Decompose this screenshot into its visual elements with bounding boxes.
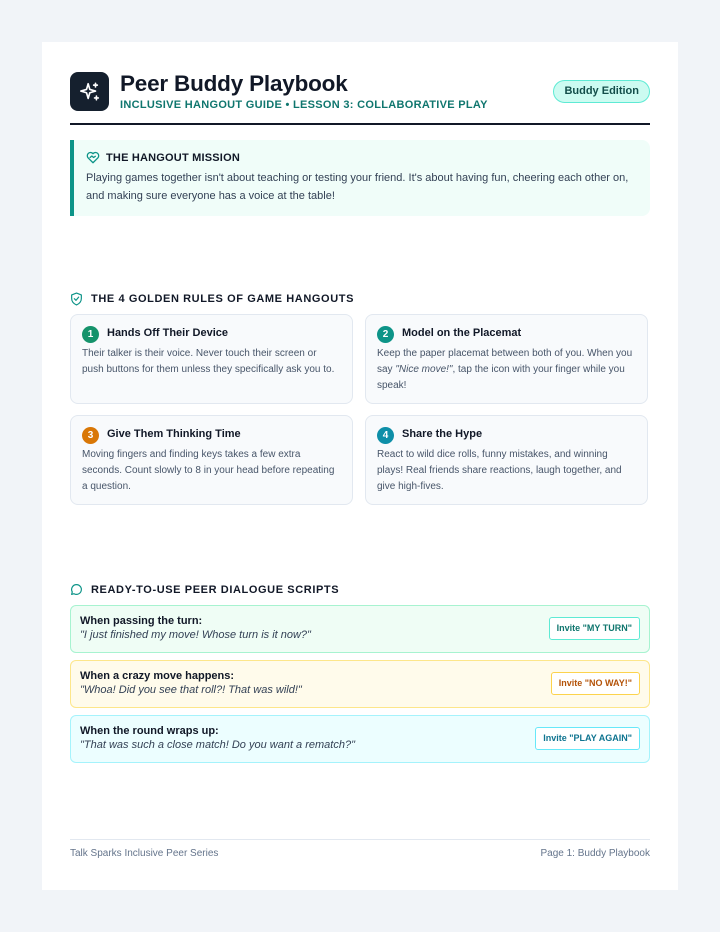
rule-card-1 — [70, 314, 353, 404]
footer-divider — [70, 839, 650, 840]
rule-body: Moving fingers and finding keys takes a few extra seconds. Count slowly to 8 in your head before repeating a question. — [82, 449, 335, 492]
script-quote: "Whoa! Did you see that roll?! That was wild!" — [80, 684, 302, 696]
script-label: When the round wraps up: — [80, 725, 219, 737]
rule-title: Give Them Thinking Time — [107, 428, 241, 440]
rule-body: Their talker is their voice. Never touch their screen or push buttons for them unless they specifically ask you to. — [82, 348, 335, 375]
script-label: When a crazy move happens: — [80, 670, 235, 682]
playbook-page — [42, 42, 678, 890]
script-label: When passing the turn: — [80, 615, 203, 627]
script-quote: "I just finished my move! Whose turn is it now?" — [80, 629, 311, 641]
speech-bubble-icon — [70, 583, 83, 596]
page-title: Peer Buddy Playbook — [120, 71, 348, 96]
shield-check-icon — [70, 292, 83, 306]
rule-number: 3 — [82, 427, 99, 444]
mission-heading-text: THE HANGOUT MISSION — [106, 151, 240, 164]
rule-title: Model on the Placemat — [402, 327, 522, 339]
rules-heading — [70, 292, 354, 306]
footer-series: Talk Sparks Inclusive Peer Series — [70, 848, 219, 859]
rules-heading-text: THE 4 GOLDEN RULES OF GAME HANGOUTS — [91, 293, 355, 305]
rule-body-end: , tap the icon with your finger while you speak! — [377, 364, 625, 391]
mission-callout — [70, 140, 650, 216]
rule-card-4 — [365, 415, 648, 505]
rule-title: Share the Hype — [402, 428, 483, 440]
page-subtitle: INCLUSIVE HANGOUT GUIDE • LESSON 3: COLLABORATIVE PLAY — [120, 99, 488, 111]
sparkles-icon — [70, 72, 109, 111]
header-divider — [70, 123, 650, 125]
heart-handshake-icon — [86, 151, 100, 164]
rule-number: 4 — [377, 427, 394, 444]
rule-body-emphasis: "Nice move!" — [395, 364, 453, 375]
rule-body — [377, 346, 635, 394]
footer-page-label: Page 1: Buddy Playbook — [540, 848, 650, 859]
rule-title: Hands Off Their Device — [107, 327, 229, 339]
mission-body: Playing games together isn't about teaching or testing your friend. It's about having fun, cheering each other on, and making sure everyone has a voice at the table! — [86, 172, 629, 202]
script-card-1 — [70, 605, 650, 653]
edition-badge: Buddy Edition — [553, 80, 650, 103]
scripts-heading — [70, 583, 339, 596]
rule-card-2 — [365, 314, 648, 404]
rule-body: React to wild dice rolls, funny mistakes, and winning plays! Real friends share reactions, laugh together, and give high-fives. — [377, 449, 622, 492]
invite-no-way-button[interactable]: Invite "NO WAY!" — [551, 672, 640, 695]
rule-body-start: Keep the paper placemat between both of you. When you say — [377, 348, 633, 375]
invite-my-turn-button[interactable]: Invite "MY TURN" — [549, 617, 640, 640]
script-quote: "That was such a close match! Do you want a rematch?" — [80, 739, 355, 751]
mission-heading — [86, 151, 240, 164]
script-card-2 — [70, 660, 650, 708]
rule-number: 1 — [82, 326, 99, 343]
invite-play-again-button[interactable]: Invite "PLAY AGAIN" — [535, 727, 640, 750]
script-card-3 — [70, 715, 650, 763]
rule-card-3 — [70, 415, 353, 505]
scripts-heading-text: READY-TO-USE PEER DIALOGUE SCRIPTS — [91, 583, 340, 596]
rule-number: 2 — [377, 326, 394, 343]
